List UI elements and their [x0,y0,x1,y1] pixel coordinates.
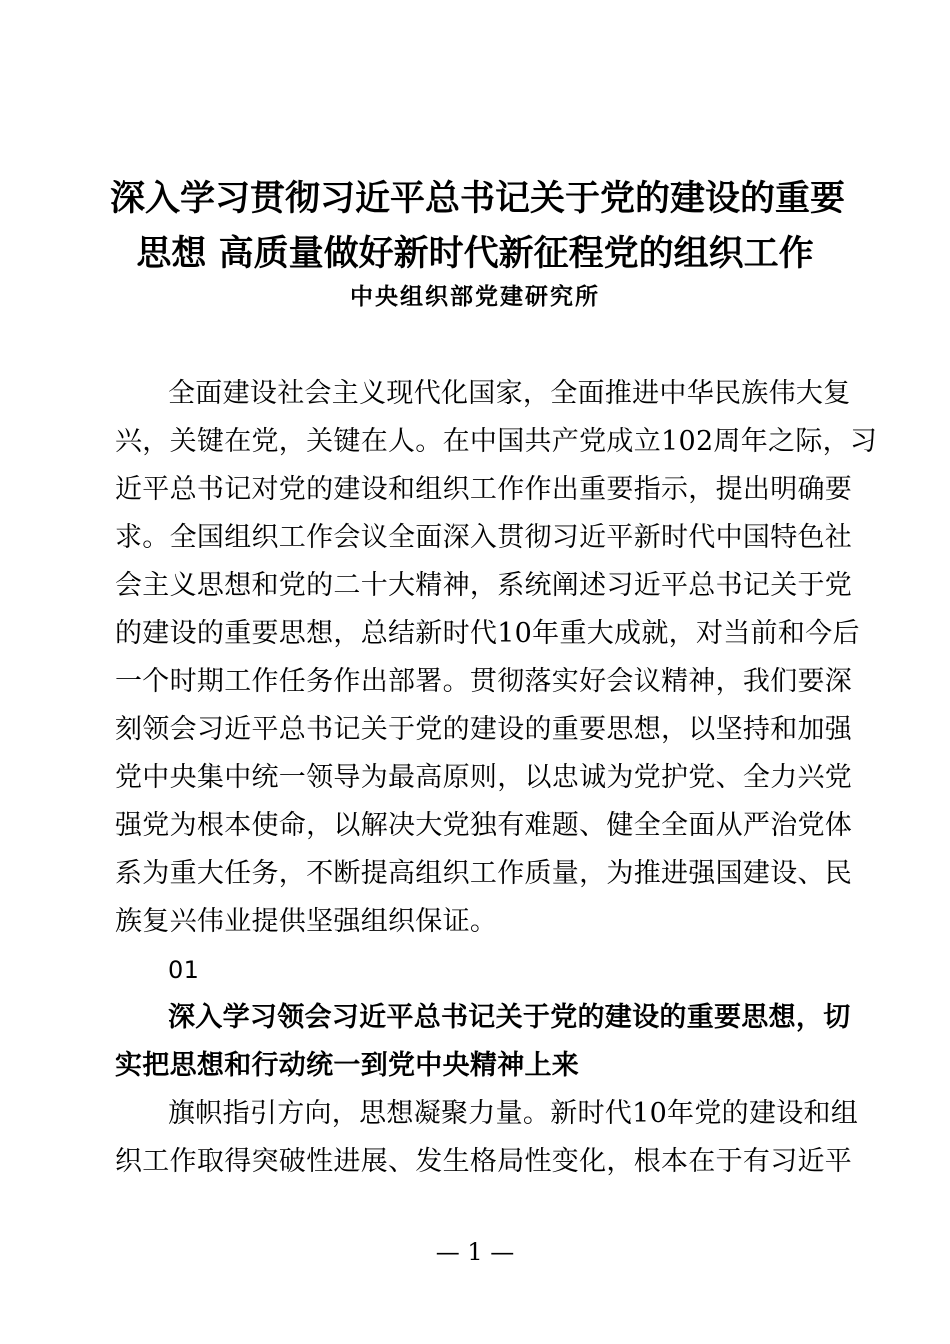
paragraph-line: 兴，关键在党，关键在人。在中国共产党成立102周年之际，习 [115,426,878,457]
section-number: 01 [168,956,200,984]
title-line: 思想 高质量做好新时代新征程党的组织工作 [136,234,814,274]
paragraph-line: 刻领会习近平总书记关于党的建设的重要思想，以坚持和加强 [115,714,853,745]
paragraph-line: 会主义思想和党的二十大精神，系统阐述习近平总书记关于党 [115,570,853,601]
paragraph-line: 强党为根本使命，以解决大党独有难题、健全全面从严治党体 [115,810,853,841]
author-line: 中央组织部党建研究所 [350,284,600,310]
paragraph-line: 旗帜指引方向，思想凝聚力量。新时代10年党的建设和组 [168,1098,859,1129]
paragraph-line: 近平总书记对党的建设和组织工作作出重要指示，提出明确要 [115,474,853,505]
paragraph-line: 求。全国组织工作会议全面深入贯彻习近平新时代中国特色社 [115,522,853,553]
title-line: 深入学习贯彻习近平总书记关于党的建设的重要 [110,179,846,219]
paragraph-line: 织工作取得突破性进展、发生格局性变化，根本在于有习近平 [115,1146,853,1177]
paragraph-line: 族复兴伟业提供坚强组织保证。 [115,906,498,937]
document-title [110,172,846,282]
paragraph-line: 系为重大任务，不断提高组织工作质量，为推进强国建设、民 [115,858,853,889]
paragraph-line: 党中央集中统一领导为最高原则，以忠诚为党护党、全力兴党 [115,762,853,793]
section-heading-line: 实把思想和行动统一到党中央精神上来 [115,1050,580,1081]
section-heading-line: 深入学习领会习近平总书记关于党的建设的重要思想，切 [168,1002,851,1033]
paragraph-line: 的建设的重要思想，总结新时代10年重大成就，对当前和今后 [115,618,860,649]
paragraph-line: 全面建设社会主义现代化国家，全面推进中华民族伟大复 [168,378,851,409]
paragraph-line: 一个时期工作任务作出部署。贯彻落实好会议精神，我们要深 [115,666,853,697]
page-number: — 1 — [435,1238,515,1266]
